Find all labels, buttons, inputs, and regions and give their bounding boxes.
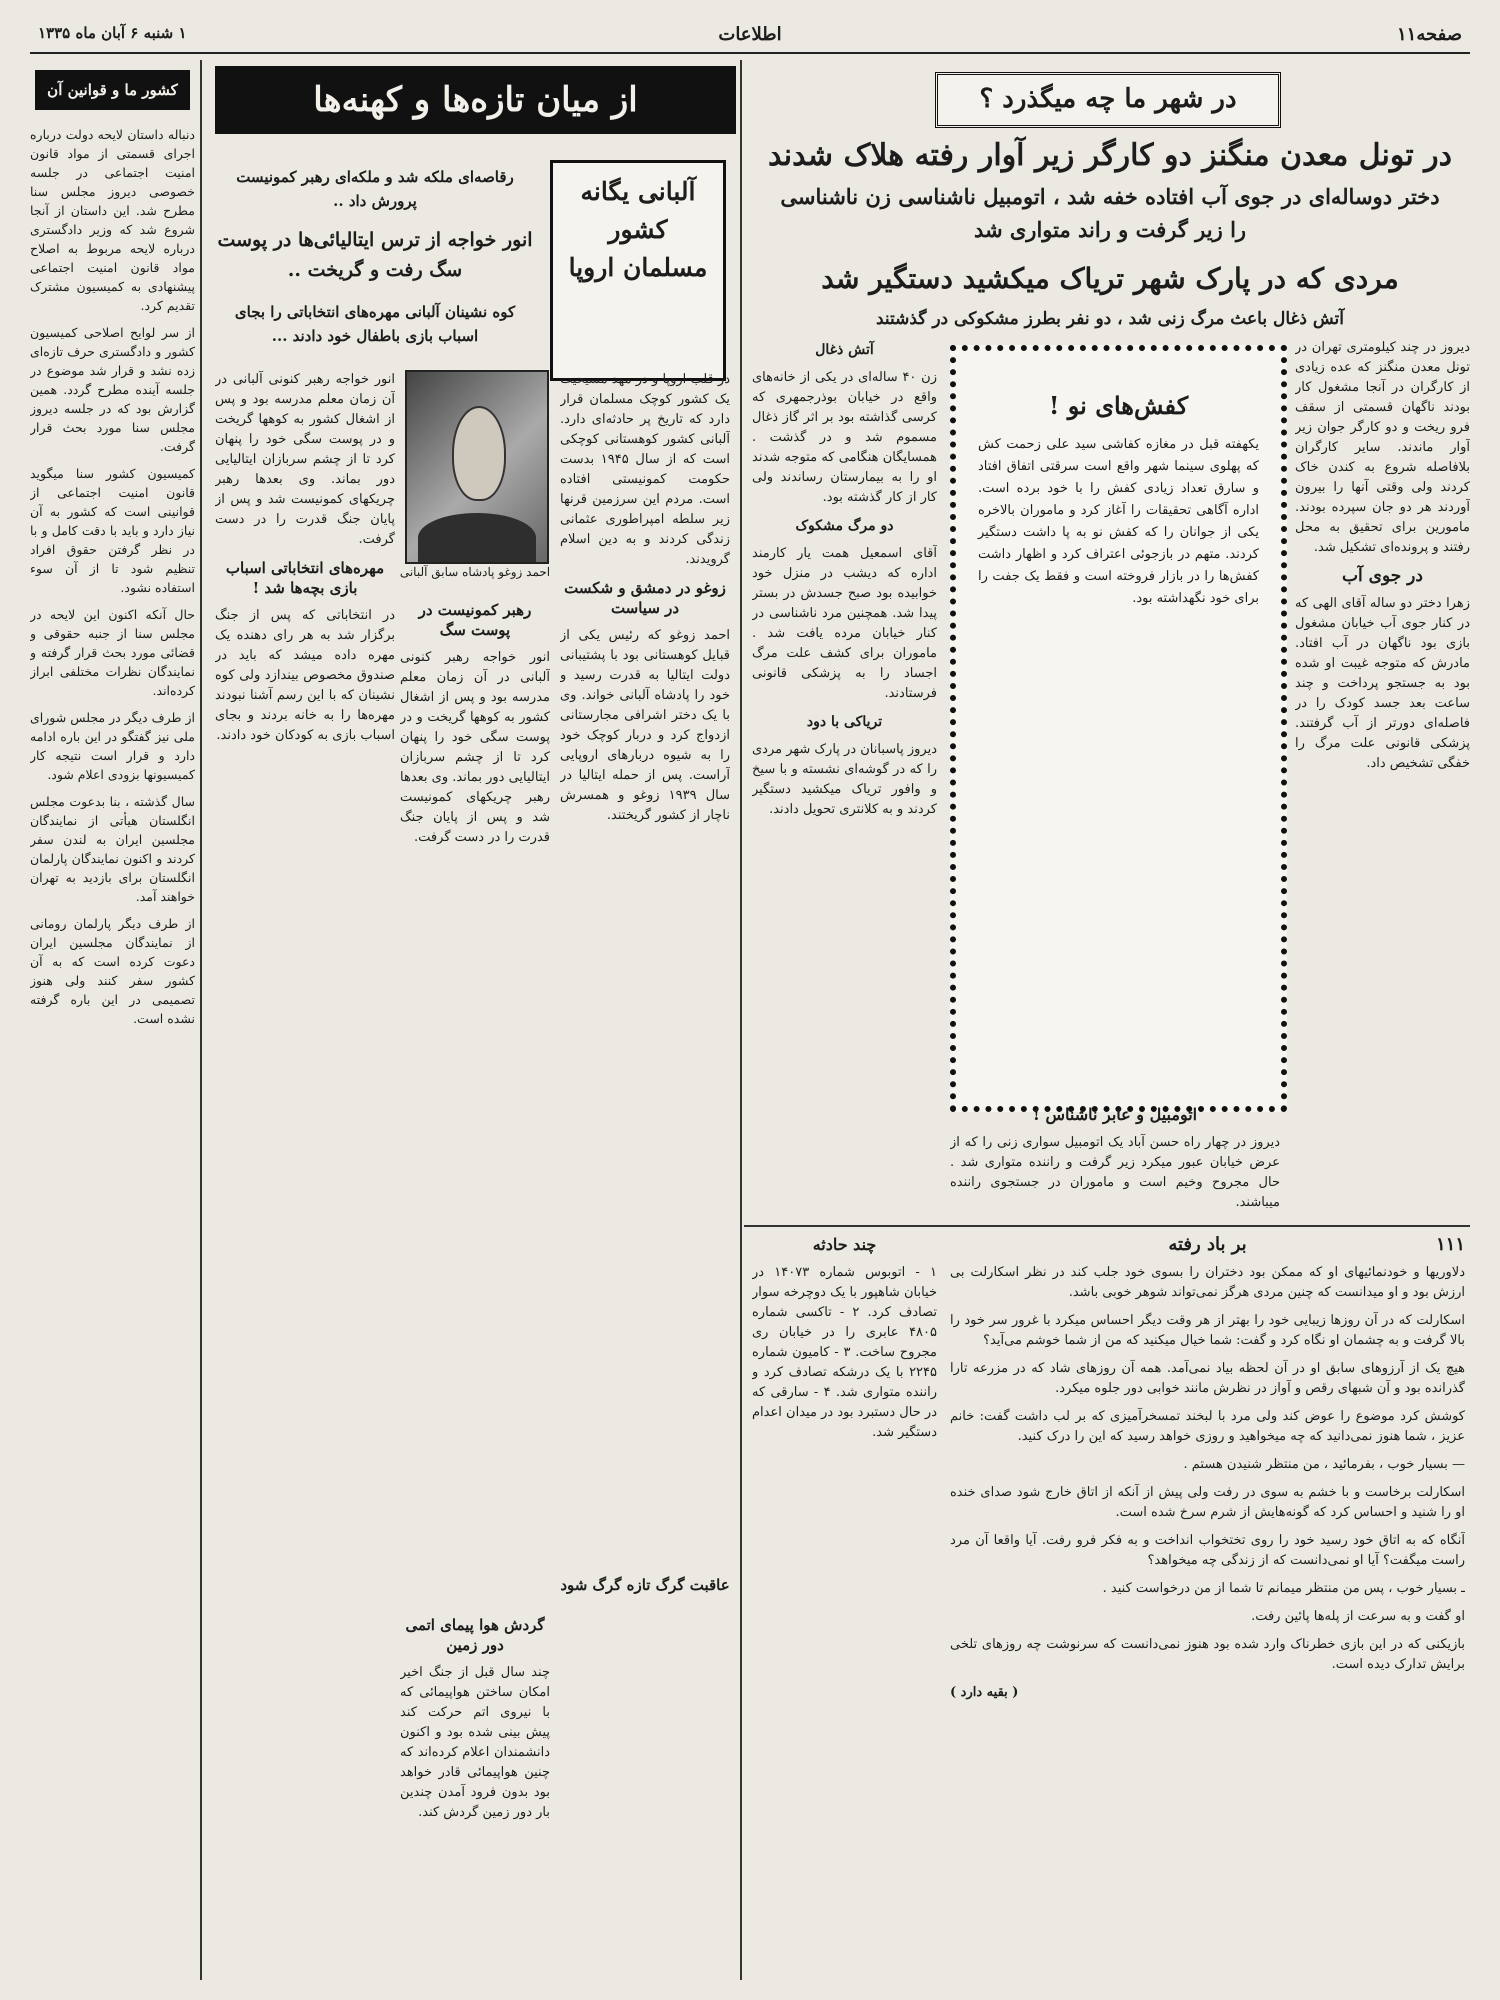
serial-paragraph: او گفت و به سرعت از پله‌ها پائین رفت.: [1251, 1609, 1465, 1624]
damascus-title: زوغو در دمشق و شکست در سیاست: [564, 579, 726, 617]
page-header: [30, 18, 1470, 54]
serial-paragraph: — بسیار خوب ، بفرمائید ، من منتظر شنیدن هستم .: [1183, 1457, 1465, 1472]
middle-column-top: [752, 340, 937, 1220]
albania-box-title: آلبانی یگانه کشور مسلمان اروپا: [568, 177, 708, 282]
subheadline-4: آتش ذغال باعث مرگ زنی شد ، دو نفر بطرز مشکوکی در گذشتند: [875, 309, 1345, 329]
section-rule: [744, 1225, 1470, 1227]
main-headline: در تونل معدن منگنز دو کارگر زیر آوار رفته هلاک شدند: [768, 138, 1452, 173]
column-rule: [740, 60, 742, 1980]
albania-story-b-cont: انور خواجه رهبر کنونی آلبانی در آن زمان معلم مدرسه بود و پس از اشغال کشور به کوهها گریخت و در پوست سگی خود را پنهان کرد تا از چشم سربازان ایتالیایی دور بماند. وی بعدها رهبر چریکهای کمونیست شد و پس از پایان جنگ قدرت را در دست گرفت.: [400, 650, 550, 845]
albania-sub2: انور خواجه از ترس ایتالیائی‌ها در پوست سگ رفت و گریخت ..: [217, 229, 533, 281]
parliament-text-1: دنباله داستان لایحه دولت درباره اجرای قسمتی از مواد قانون امنیت اجتماعی در جلسه خصوصی دیروز مجلس سنا مطرح شد. این داستان از آنجا شروع شد که وزیر دادگستری درباره لایحه مربوط به اصلاح مواد قانون امنیت اجتماعی پیشنهادی به کمیسیون مشترک تقدیم کرد.: [30, 127, 195, 313]
middle-column-bottom: [752, 1235, 937, 1955]
serial-title: بر باد رفته: [1168, 1235, 1247, 1255]
serial-paragraph: کوشش کرد موضوع را عوض کند ولی مرد با لبخند تمسخرآمیزی که بر لب داشت گفت: خانم عزیز ، شما هنوز نمی‌دانید که چه میخواهید و روزی خواهد رسید که این را درک کنید.: [950, 1409, 1465, 1444]
serial-paragraph: اسکارلت که در آن روزها زیبایی خود را بهتر از هر وقت دیگر احساس میکرد با غرور سر خود را بالا گرفت و به چشمان او نگاه کرد و گفت: شما خیال میکنید که من از شما خوشم می‌آید؟: [950, 1313, 1465, 1348]
albania-story-a: احمد زوغو که رئیس یکی از قبایل کوهستانی بود با پشتیبانی دولت ایتالیا به قدرت رسید و خود را پادشاه آلبانی خواند. وی با یک دختر اشرافی مجارستانی ازدواج کرد و دربار کوچک خود را به شیوه دربارهای اروپایی آراست. پس از حمله ایتالیا در سال ۱۹۳۹ زوغو و همسرش ناچار از کشور گریختند.: [560, 628, 730, 823]
parliament-text-2: از سر لوایح اصلاحی کمیسیون کشور و دادگستری حرف تازه‌ای زده نشد و قرار شد موضوع در جلسه آینده مطرح گردد. همین گزارش بود که در جلسه دیروز مجلس سنا مورد بحث قرار گرفت.: [30, 325, 195, 454]
car-title: اتومبیل و عابر ناشناس !: [1032, 1105, 1198, 1124]
albania-banner: از میان تازه‌ها و کهنه‌ها: [215, 66, 736, 134]
mine-story: دیروز در چند کیلومتری تهران در تونل معدن منگنز که عده زیادی از کارگران در آنجا مشغول کار بودند ناگهان قسمتی از سقف فرو ریخت و دو کارگر جوان زیر آوار ماندند. سایر کارگران بلافاصله شروع به کندن خاک کردند ولی وقتی آنها را بیرون آوردند هر دو جان سپرده بودند. مامورین برای تحقیق به محل رفتند و پرونده‌ای تشکیل شد.: [1295, 340, 1470, 555]
king-photo: [405, 370, 549, 564]
albania-intro: در قلب اروپا و در مهد مسیحیت یک کشور کوچک مسلمان قرار دارد که تاریخ پر حادثه‌ای دارد. آلبانی کشور کوهستانی کوچکی است که از سال ۱۹۴۵ بدست حکومت کمونیستی افتاده است. مردم این سرزمین قرنها زیر سلطه امپراطوری عثمانی زندگی کردند و به دین اسلام گرویدند.: [560, 372, 730, 567]
stream-story: زهرا دختر دو ساله آقای الهی که در کنار جوی آب خیابان مشغول بازی بود ناگهان در آب افتاد. مادرش که متوجه غیبت او شده بود به جستجو پرداخت و چند ساعت بعد جسد کودک را در فاصله‌ای دورتر از آب گرفتند. پزشکی قانونی علت مرگ را خفگی تشخیص داد.: [1295, 596, 1470, 771]
photo-caption: احمد زوغو پادشاه سابق آلبانی: [399, 565, 551, 579]
atomic-box: [400, 1615, 550, 1975]
city-banner-text: در شهر ما چه میگذرد ؟: [979, 84, 1237, 114]
subheadline-3: مردی که در پارک شهر تریاک میکشید دستگیر شد: [821, 262, 1399, 295]
parliament-text-6: سال گذشته ، بنا بدعوت مجلس انگلستان هیأتی از نمایندگان مجلسین ایران به لندن سفر کردند و اکنون نمایندگان پارلمان انگلستان برای بازدید به تهران خواهند آمد.: [30, 794, 195, 904]
albania-column-left: [215, 370, 395, 1470]
albania-sub1: رقاصه‌ای ملکه شد و ملکه‌ای رهبر کمونیست پرورش داد ..: [236, 168, 514, 210]
suspicious-title: دو مرگ مشکوک: [795, 518, 894, 534]
subheadline-2: را زیر گرفت و راند متواری شد: [973, 217, 1247, 242]
opium-story: دیروز پاسبانان در پارک شهر مردی را که در گوشه‌ای نشسته و با سیخ و وافور تریاک میکشید دستگیر کردند و به کلانتری تحویل دادند.: [752, 742, 937, 817]
newspaper-name: اطلاعات: [718, 24, 782, 45]
serial-paragraph: آنگاه که به اتاق خود رسید خود را روی تختخواب انداخت و به فکر فرو رفت. آیا واقعا آن مرد راست میگفت؟ آیا او نمی‌دانست که از زندگی چه میخواهد؟: [950, 1533, 1465, 1568]
atomic-story: چند سال قبل از جنگ اخیر امکان ساختن هواپیمائی که با نیروی اتم حرکت کند پیش بینی شده بود و اکنون دانشمندان اعلام کرده‌اند که چنین هواپیمائی قادر خواهد بود بدون فرود آمدن چندین بار دور زمین گردش کند.: [400, 1665, 550, 1820]
city-banner: [935, 72, 1281, 128]
parliament-text-7: از طرف دیگر پارلمان رومانی از نمایندگان مجلسین ایران دعوت کرده است که به آن کشور سفر کنند ولی هنوز تصمیمی در این باره گرفته نشده است.: [30, 916, 195, 1026]
stream-title: در جوی آب: [1342, 566, 1423, 586]
albania-final: [560, 1575, 730, 1975]
communist-title: رهبر کمونیست در پوست سگ: [418, 601, 532, 639]
car-box: [950, 1105, 1280, 1220]
serial-paragraph: بازیکنی که در این بازی خطرناک وارد شده بود هنوز نمی‌دانست که سرنوشت چه روزهای تلخی برایش تدارک دیده است.: [950, 1637, 1465, 1672]
serial-paragraph: دلاوریها و خودنمائیهای او که ممکن بود دختران را بسوی خود جلب کند در نظر اسکارلت بی ارزش بود و او میدانست که چنین مردی هرگز نمی‌تواند شوهر خوبی باشد.: [950, 1265, 1465, 1300]
serial-paragraph: اسکارلت برخاست و با خشم به سوی در رفت ولی پیش از آنکه از اتاق خارج شود صدای خنده او را شنید و احساس کرد که گونه‌هایش از شرم سرخ شده است.: [950, 1485, 1465, 1520]
serial-number: ۱۱۱: [1435, 1235, 1465, 1255]
elections-story: در انتخاباتی که پس از جنگ برگزار شد به هر رای دهنده یک مهره داده میشد که باید در صندوق مخصوص بیندازد ولی کوه نشینان که با این رسم آشنا نبودند مهره‌ها را به خانه بردند و بجای اسباب بازی به کودکان خود دادند.: [215, 608, 395, 743]
accidents-story: ۱ - اتوبوس شماره ۱۴۰۷۳ در خیابان شاهپور با یک دوچرخه سوار تصادف کرد. ۲ - تاکسی شماره ۴۸۰۵ عابری را در خیابان ری مجروح ساخت. ۳ - کامیون شماره ۲۲۴۵ با یک درشکه تصادف کرد و راننده متواری شد. ۴ - سارقی که در حال دستبرد بود در میدان اعدام دستگیر شد.: [752, 1265, 937, 1440]
serial-paragraph: هیچ یک از آرزوهای سابق او در آن لحظه بیاد نمی‌آمد. همه آن روزهای شاد که در مزرعه تارا گذرانده بود و آن شبهای رقص و آواز در نظرش مانند خوابی دور جلوه میکرد.: [950, 1361, 1465, 1396]
shoes-title: کفش‌های نو !: [1048, 391, 1189, 420]
column-rule: [200, 60, 202, 1980]
serial-paragraph: ـ بسیار خوب ، پس من منتظر میمانم تا شما از من درخواست کنید .: [1102, 1581, 1465, 1596]
albania-sub3: کوه نشینان آلبانی مهره‌های انتخاباتی را بجای اسباب بازی باطفال خود دادند ...: [234, 303, 516, 345]
opium-title: تریاکی با دود: [806, 714, 883, 730]
serial-ending: ( بقیه دارد ): [950, 1685, 1019, 1700]
albania-title-box: [550, 160, 726, 381]
final-title: عاقبت گرگ تازه گرگ شود: [560, 1576, 730, 1594]
coal-story: زن ۴۰ ساله‌ای در یکی از خانه‌های واقع در خیابان بوذرجمهری که کرسی گذاشته بود بر اثر گاز ذغال مسموم شد و در گذشت . همسایگان هنگامی که متوجه شدند او را به بیمارستان رساندند ولی کار از کار گذشته بود.: [752, 370, 937, 505]
albania-column-right: [560, 370, 730, 1460]
portrait-face: [452, 406, 506, 501]
right-column: [1295, 338, 1470, 1218]
shoes-text: یکهفته قبل در مغازه کفاشی سید علی زحمت کش که پهلوی سینما شهر واقع است سرقتی اتفاق افتاد و سارق تعداد زیادی کفش را با خود برده است. اداره آگاهی تحقیقات را آغاز کرد و ماموران بالاخره یکی از جوانان را که کفش نو به پا داشت دستگیر کردند. متهم در بازجوئی اعتراف کرد و اظهار داشت کفش‌ها را در بازار فروخته است و فقط یک جفت را برای خود نگهداشته بود.: [978, 437, 1259, 606]
serial-story: [950, 1235, 1465, 1975]
parliament-column: [30, 125, 195, 1985]
parliament-text-5: از طرف دیگر در مجلس شورای ملی نیز گفتگو در این باره ادامه دارد و قرار است نتیجه کار کمیسیونها بزودی اعلام شود.: [30, 710, 195, 782]
albania-column-center: [400, 600, 550, 1460]
page-number: صفحه۱۱: [1396, 24, 1462, 45]
suspicious-story: آقای اسمعیل همت یار کارمند اداره که دیشب در منزل خود خوابیده بود صبح جسدش در بستر پیدا شد. همچنین مرد ناشناسی در کنار خیابان مرده یافت شد . ماموران برای کشف علت مرگ اجساد را به پزشکی قانونی فرستادند.: [752, 546, 937, 701]
parliament-text-3: کمیسیون کشور سنا میگوید قانون امنیت اجتماعی از قوانینی است که کشور به آن نیاز دارد و باید با دقت کامل و با در نظر گرفتن حقوق افراد تنظیم شود تا از آن سوء استفاده نشود.: [30, 466, 195, 595]
accidents-title: چند حادثه: [812, 1235, 877, 1254]
atomic-title: گردش هوا پیمای اتمی دور زمین: [405, 1616, 545, 1654]
coal-title: آتش ذغال: [815, 342, 874, 358]
parliament-text-4: حال آنکه اکنون این لایحه در مجلس سنا از جنبه حقوقی و قضائی مورد بحث قرار گرفته و نمایندگان نظرات مختلفی ابراز کرده‌اند.: [30, 607, 195, 698]
parliament-banner: کشور ما و قوانین آن: [35, 70, 190, 110]
issue-date: ۱ شنبه ۶ آبان ماه ۱۳۳۵: [38, 24, 187, 42]
car-text: دیروز در چهار راه حسن آباد یک اتومبیل سواری زنی را که از عرض خیابان عبور میکرد زیر گرفت و راننده متواری شد . حال مجروح وخیم است و ماموران در جستجوی راننده میباشند.: [950, 1135, 1280, 1210]
portrait-shoulders: [418, 513, 536, 562]
elections-title: مهره‌های انتخاباتی اسباب بازی بچه‌ها شد !: [225, 559, 385, 597]
albania-story-b: انور خواجه رهبر کنونی آلبانی در آن زمان معلم مدرسه بود و پس از اشغال کشور به کوهها گریخت و در پوست سگی خود را پنهان کرد تا از چشم سربازان ایتالیایی دور بماند. وی بعدها رهبر چریکهای کمونیست شد و پس از پایان جنگ قدرت را در دست گرفت.: [215, 372, 395, 547]
shoes-box: [950, 345, 1287, 1112]
subheadline-1: دختر دوساله‌ای در جوی آب افتاده خفه شد ، اتومبیل ناشناسی زن ناشناسی: [780, 184, 1440, 209]
